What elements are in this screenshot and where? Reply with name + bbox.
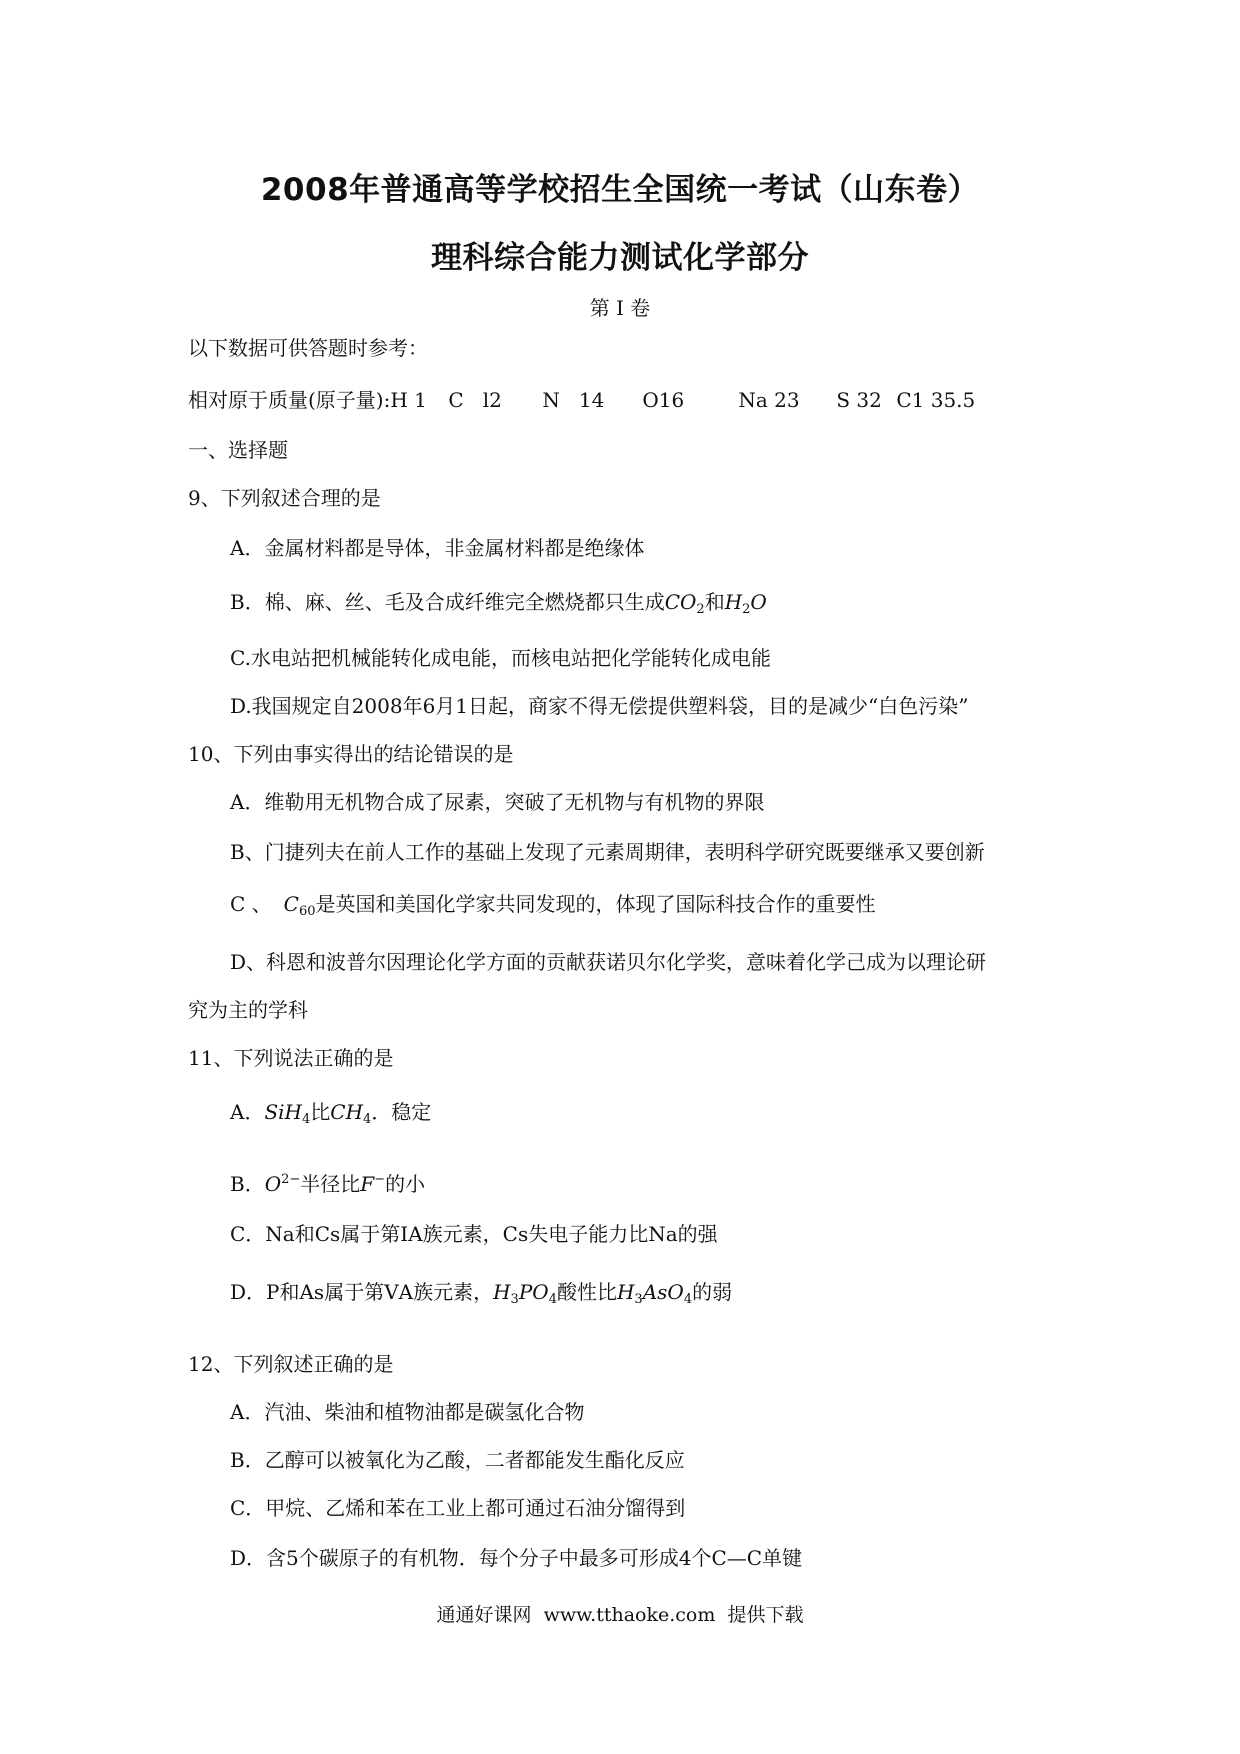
- option-a-text: 比: [310, 1100, 331, 1124]
- question-stem: 11、下列说法正确的是: [188, 1046, 394, 1070]
- option-d: D．含5个碳原子的有机物．每个分子中最多可形成4个C—C单键: [230, 1546, 803, 1570]
- atomic-mass-item: C1 35.5: [896, 388, 976, 412]
- option-d: [230, 1278, 732, 1314]
- option-d-continued: 究为主的学科: [188, 998, 308, 1022]
- question-stem: 12、下列叙述正确的是: [188, 1352, 394, 1376]
- option-b-text: B．棉、麻、丝、毛及合成纤维完全燃烧都只生成: [230, 590, 665, 614]
- formula-text: H: [493, 1280, 511, 1304]
- atomic-mass-label: 相对原于质量(原子量):: [188, 388, 391, 412]
- option-a-text: ．稳定: [371, 1100, 432, 1124]
- formula-text: CO: [664, 590, 697, 614]
- option-d: D、科恩和波普尔因理论化学方面的贡献获诺贝尔化学奖，意味着化学己成为以理论研: [230, 950, 987, 974]
- formula-text: O: [264, 1172, 282, 1196]
- option-b-text: 半径比: [300, 1172, 361, 1196]
- question-stem: 9、下列叙述合理的是: [188, 486, 381, 510]
- formula-o2-ion: [265, 1172, 301, 1196]
- page-footer: 通通好课网 www.tthaoke.com 提供下载: [436, 1604, 804, 1626]
- atomic-mass-item: C l2: [448, 388, 502, 412]
- option-a: A．金属材料都是导体，非金属材料都是绝缘体: [230, 536, 645, 560]
- question-stem: 10、下列由事实得出的结论错误的是: [188, 742, 514, 766]
- formula-superscript: 2−: [281, 1172, 301, 1187]
- intro-text: 以下数据可供答题时参考：: [188, 336, 428, 360]
- atomic-mass-line: [188, 386, 975, 414]
- atomic-mass-item: Na 23: [738, 388, 800, 412]
- section-heading: 一、选择题: [188, 438, 288, 462]
- option-b: B．乙醇可以被氧化为乙酸，二者都能发生酯化反应: [230, 1448, 685, 1472]
- formula-subscript: 2: [696, 602, 705, 617]
- option-a-text: A．: [230, 1100, 265, 1124]
- option-c-text: 是英国和美国化学家共同发现的，体现了国际科技合作的重要性: [315, 892, 876, 916]
- formula-text: H: [616, 1280, 635, 1304]
- option-c: C.水电站把机械能转化成电能，而核电站把化学能转化成电能: [230, 646, 771, 670]
- formula-h2o: [724, 590, 767, 617]
- formula-subscript: 4: [548, 1292, 557, 1307]
- formula-text: C: [283, 892, 299, 916]
- formula-text: F: [360, 1172, 375, 1196]
- formula-subscript: 4: [683, 1292, 693, 1307]
- formula-text: O: [750, 590, 767, 614]
- formula-text: H: [724, 590, 743, 614]
- option-a: A．维勒用无机物合成了尿素，突破了无机物与有机物的界限: [230, 790, 765, 814]
- formula-sih4: [264, 1100, 311, 1127]
- atomic-mass-item: N 14: [542, 388, 605, 412]
- option-b: [230, 588, 767, 624]
- formula-subscript: 2: [742, 602, 751, 617]
- option-c: [230, 890, 876, 926]
- option-b-text: B．: [230, 1172, 265, 1196]
- volume-label: 第 I 卷: [589, 296, 651, 320]
- formula-h3po4: [493, 1280, 557, 1307]
- option-c-text: C 、: [230, 892, 272, 916]
- formula-text: AsO: [642, 1280, 684, 1304]
- formula-f-ion: [360, 1172, 385, 1196]
- page-subtitle: 理科综合能力测试化学部分: [431, 240, 809, 276]
- formula-c60: [283, 892, 316, 919]
- formula-subscript: 3: [634, 1292, 643, 1307]
- formula-subscript: 3: [510, 1292, 519, 1307]
- option-b-text: 的小: [385, 1172, 426, 1196]
- formula-text: SiH: [264, 1100, 302, 1124]
- option-d-text: D．P和As属于第ⅤA族元素，: [230, 1280, 494, 1304]
- page-title: 2008年普通高等学校招生全国统一考试（山东卷）: [260, 172, 980, 208]
- atomic-mass-item: S 32: [836, 388, 882, 412]
- formula-subscript: 60: [298, 904, 316, 919]
- option-c: C．Na和Cs属于第ⅠA族元素，Cs失电子能力比Na的强: [230, 1222, 718, 1246]
- option-b: B、门捷列夫在前人工作的基础上发现了元素周期律，表明科学研究既要继承又要创新: [230, 840, 985, 864]
- formula-superscript: −: [374, 1172, 386, 1187]
- formula-text: PO: [518, 1280, 549, 1304]
- atomic-mass-item: H 1: [390, 388, 427, 412]
- formula-ch4: [330, 1100, 372, 1127]
- option-d-text: 的弱: [692, 1280, 733, 1304]
- option-b-text: 和: [704, 590, 725, 614]
- option-d: D.我国规定自2008年6月1日起，商家不得无偿提供塑料袋，目的是减少“白色污染”: [230, 694, 969, 718]
- atomic-mass-item: O16: [642, 388, 685, 412]
- option-a: A．汽油、柴油和植物油都是碳氢化合物: [230, 1400, 585, 1424]
- formula-subscript: 4: [302, 1112, 311, 1127]
- option-a: [230, 1098, 431, 1134]
- option-b: [230, 1166, 425, 1198]
- formula-co2: [664, 590, 705, 617]
- formula-subscript: 4: [363, 1112, 372, 1127]
- option-c: C．甲烷、乙烯和苯在工业上都可通过石油分馏得到: [230, 1496, 686, 1520]
- formula-text: CH: [330, 1100, 364, 1124]
- formula-h3aso4: [616, 1280, 693, 1307]
- option-d-text: 酸性比: [556, 1280, 617, 1304]
